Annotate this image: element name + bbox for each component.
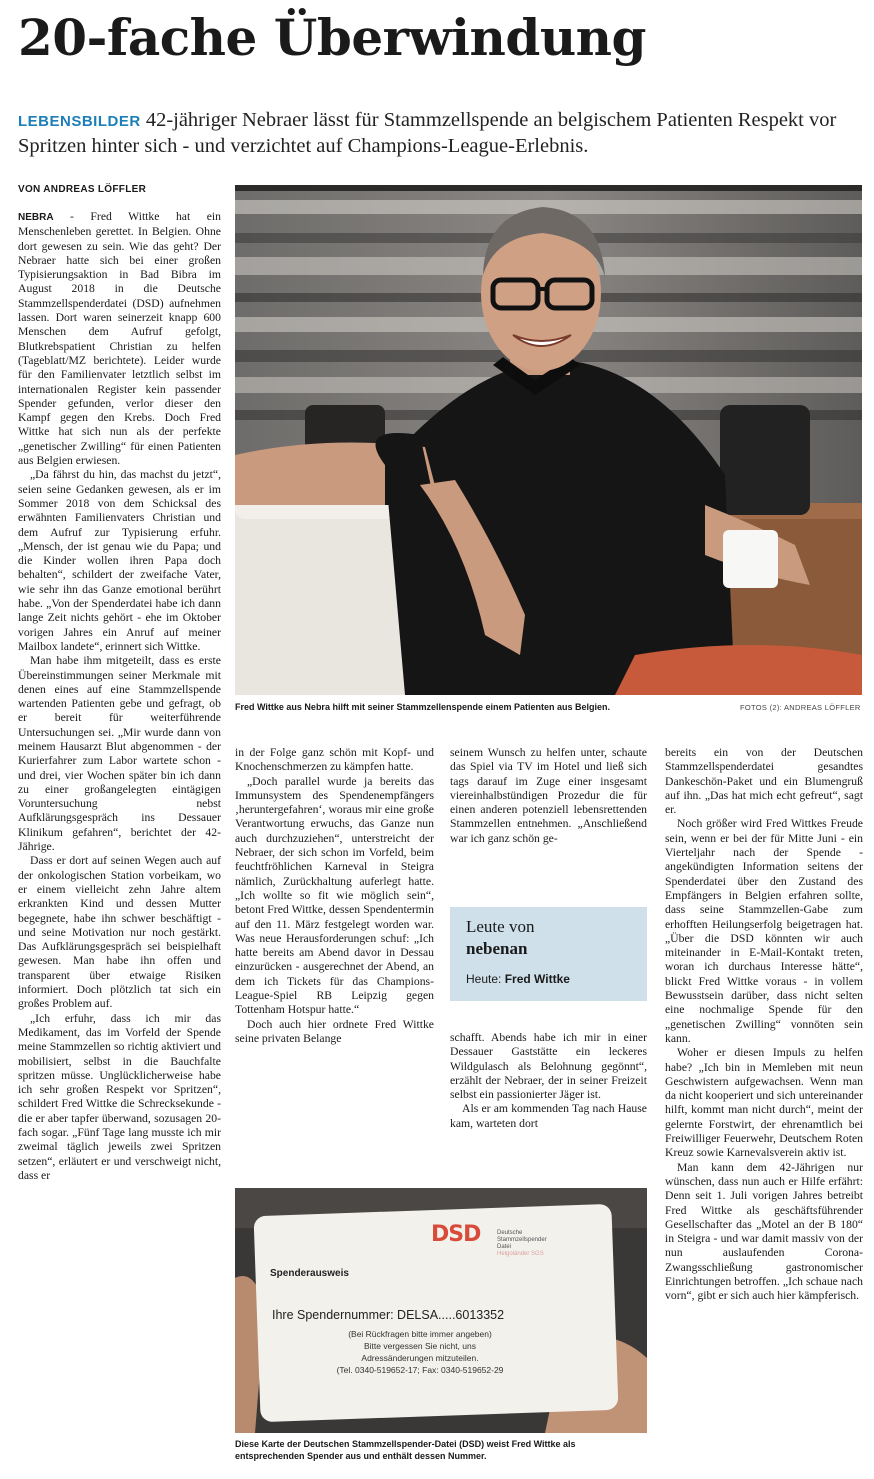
column-1 [18, 210, 221, 1472]
dsd-logo: DSD [431, 1222, 481, 1247]
paragraph: Noch größer wird Fred Wittkes Freude sein, wenn er bei der für Mitte Juni - ein Vierteljahr nach der Spende - angekündigten Information seitens der Spenderdatei über den Zustand des Empfängers in Belgien erfahren sollte, dass seine Stammzellen-Gabe zum erhofften Heilungserfolg beigetragen hat. „Über die DSD könnten wir auch miteinander in E-Mail-Kontakt treten, woran ich durchaus Interesse hätte“, blickt Fred Wittke voraus - in vollem Bewusstsein darüber, dass nicht selten eine nochmalige Spende für den „genetischen Zwilling“ vonnöten sein kann. [665, 817, 863, 1045]
paragraph: Man habe ihm mitgeteilt, dass es erste Übereinstimmungen seiner Merkmale mit denen eines auf eine Stammzellspende wartenden Patienten gebe und gefragt, ob er bereit für weiterführende Untersuchungen sei. „Mir wurde dann von meinem Hausarzt Blut abgenommen - der Kurierfahrer zum Labor wartete schon - und drei, vier Wochen später bin ich dann zu einer großangelegten eintägigen Voruntersuchung nebst Aufklärungsgespräch ins Dessauer Klinikum gefahren“, berichtet der 42-Jährige. [18, 654, 221, 854]
dsd-org-name: Deutsche Stammzellspender Datei Helgoländer SGS [497, 1230, 547, 1257]
paragraph: Als er am kommenden Tag nach Hause kam, warteten dort [450, 1102, 647, 1130]
column-3-bottom [450, 1031, 647, 1161]
card-title: Spenderausweis [270, 1268, 349, 1279]
paragraph: Woher er diesen Impuls zu helfen habe? „Ich bin in Memleben mit neun Geschwistern aufgewachsen. Wenn man da nicht kooperiert und sich untereinander hilft, kommt man nicht durch“, meint der gelernte Forstwirt, der ehrenamtlich bei Freiwilliger Feuerwehr, Deutschem Roten Kreuz sowie Karnevalsverein aktiv ist. [665, 1046, 863, 1160]
series-title-line2: nebenan [466, 939, 528, 958]
portrait-photo [235, 185, 862, 695]
series-subject: Heute: Fred Wittke [466, 972, 570, 986]
paragraph: „Ich erfuhr, dass ich mir das Medikament, das im Vorfeld der Spende meine Stammzellen so richtig aktiviert und mobilisiert, selbst in die Bauchfalte spritzen müsse. Unglücklicherweise habe ich sehr großen Respekt vor Spritzen“, schildert Fred Wittke die Schrecksekunde - die er aber tapfer überwand, sozusagen 20-fach sogar. „Fünf Tage lang musste ich mir zweimal täglich jeweils zwei Spritzen setzen“, erläutert er und verschweigt nicht, dass er [18, 1011, 221, 1182]
donor-number: Ihre Spendernummer: DELSA.....6013352 [272, 1308, 505, 1322]
byline: VON ANDREAS LÖFFLER [18, 184, 147, 195]
paragraph: „Doch parallel wurde ja bereits das Immunsystem des Spendenempfängers ‚heruntergefahren‘, woraus mir eine große Verantwortung erwuchs, das Ganze nun auch durchzuziehen“, unterstreicht der Nebraer, der sich schon im Vorfeld, beim feuchtfröhlichen Karneval in Steigra nämlich, Zurückhaltung auferlegt hatte. „Ich wollte so fit wie möglich sein“, betont Fred Wittke, dessen Spendentermin auf den 11. März festgelegt worden war. Was neue Herausforderungen schuf: „Ich hatte bereits am Abend davor in Dessau einzurücken - ausgerechnet der Abend, an dem ich Tickets für das Champions-League-Spiel RB Leipzig gegen Tottenham Hotspur hatte.“ [235, 774, 434, 1017]
series-box [450, 907, 647, 1001]
paragraph: schafft. Abends habe ich mir in einer Dessauer Gaststätte ein leckeres Wildgulasch als Belohnung gegönnt“, erzählt der Nebraer, der in seiner Freizeit selbst ein passionierter Jäger ist. [450, 1031, 647, 1102]
photo-caption-2: Diese Karte der Deutschen Stammzellspender-Datei (DSD) weist Fred Wittke als entsprechenden Spender aus und enthält dessen Nummer. [235, 1439, 576, 1461]
column-2 [235, 746, 434, 1158]
series-title-line1: Leute von [466, 917, 535, 936]
column-4 [665, 746, 863, 1472]
paragraph: seinem Wunsch zu helfen unter, schaute das Spiel via TV im Hotel und ließ sich tags darauf im Zuge einer insgesamt viereinhalbstündigen Prozedur die für einen anderen potenziell lebensrettenden Stammzellen entnehmen. „Anschließend war ich ganz schön ge- [450, 746, 647, 845]
card-notes: (Bei Rückfragen bitte immer angeben) Bitte vergessen Sie nicht, uns Adressänderungen mitzuteilen. (Tel. 0340-519652-17; Fax: 0340-519652-29 [336, 1329, 504, 1375]
photo-credit: FOTOS (2): ANDREAS LÖFFLER [740, 703, 861, 712]
headline: 20-fache Überwindung [18, 8, 646, 67]
donor-card-photo [235, 1188, 647, 1433]
deck-text: 42-jähriger Nebraer lässt für Stammzellspende an belgischem Patienten Respekt vor Spritzen hinter sich - und verzichtet auf Champions-League-Erlebnis. [18, 109, 837, 157]
portrait-image [235, 185, 862, 695]
photo-caption-1: Fred Wittke aus Nebra hilft mit seiner Stammzellenspende einem Patienten aus Belgien. [235, 702, 611, 712]
kicker: LEBENSBILDER [18, 113, 141, 130]
paragraph: NEBRA - Fred Wittke hat ein Menschenleben gerettet. In Belgien. Ohne dort gewesen zu sein. Wie das geht? Der Nebraer hatte sich bei einer großen Typisierungsaktion in Bad Bibra im August 2018 in die Deutsche Stammzellspenderdatei (DSD) aufnehmen lassen. Dort waren seinerzeit knapp 600 Menschen dem Aufruf gefolgt, Blutkrebspatient Christian zu helfen (Tageblatt/MZ berichtete). Leider wurde für den Familienvater letztlich selbst im internationalen Register kein passender Spender gefunden, verlor dieser den Kampf gegen den Krebs. Doch Fred Wittke hat sich nun als der perfekte „genetischer Zwilling“ für einen Patienten aus Belgien erwiesen. [18, 210, 221, 468]
deck [18, 108, 864, 158]
paragraph: Man kann dem 42-Jährigen nur wünschen, dass nun auch er Hilfe erfährt: Denn seit 1. Juli vorigen Jahres betreibt Fred Wittke als geschäftsführender Gesellschafter das „Motel an der B 180“ in Steigra - und war damit massiv von der nun auslaufenden Corona-Zwangsschließung gastronomischer Einrichtungen betroffen. „Ich schaue nach vorn“, gibt er sich auch hier kämpferisch. [665, 1160, 863, 1303]
paragraph: „Da fährst du hin, das machst du jetzt“, seien seine Gedanken gewesen, als er im Sommer 2018 von dem Schicksal des erwähnten Familienvaters Christian und dem Aufruf zur Typisierung erfuhr. „Mensch, der ist genau wie du Papa; und die Kinder wollen ihren Papa doch behalten“, schildert der zweifache Vater, wie sehr ihn das Ganze emotional berührt habe. „Von der Spenderdatei habe ich dann lange Zeit nichts gehört - ehe im Oktober vorigen Jahres ein Anruf auf meiner Mailbox landete“, erinnert sich Wittke. [18, 468, 221, 653]
paragraph: Dass er dort auf seinen Wegen auch auf der onkologischen Station vorbeikam, wo er einem vielleicht zehn Jahre altem erkrankten Kind und dessen Mutter begegnete, habe ihn schwer beschäftigt - und seine Motivation nur noch gestärkt. Das Aufklärungsgespräch sei beispielhaft gewesen. Man habe ihn offen und transparent über etwaige Risiken informiert. Doch plötzlich tat sich ein großes Problem auf. [18, 854, 221, 1011]
paragraph: Doch auch hier ordnete Fred Wittke seine privaten Belange [235, 1017, 434, 1045]
paragraph: in der Folge ganz schön mit Kopf- und Knochenschmerzen zu kämpfen hatte. [235, 746, 434, 774]
dateline: NEBRA [18, 212, 54, 223]
column-3-top [450, 746, 647, 876]
paragraph: bereits ein von der Deutschen Stammzellspenderdatei gesandtes Dankeschön-Paket und ein Blumengruß auf ihn. „Das hat mich echt gefreut“, sagt er. [665, 746, 863, 817]
